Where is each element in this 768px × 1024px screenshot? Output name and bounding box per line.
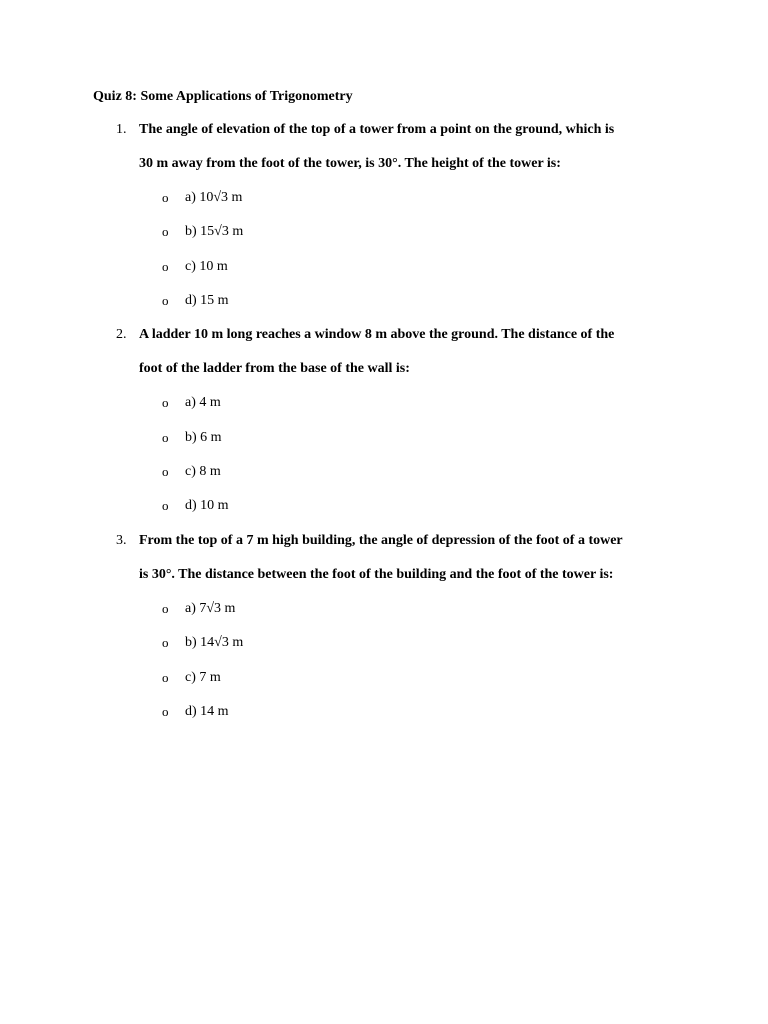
question-text-line: From the top of a 7 m high building, the angle of depression of the foot of a tower [139, 533, 623, 548]
option-d: d) 10 m [185, 498, 229, 513]
question-number: 3. [116, 533, 127, 548]
option-a: a) 4 m [185, 395, 221, 410]
option-bullet: o [162, 190, 169, 205]
question-text-line: The angle of elevation of the top of a tower from a point on the ground, which is [139, 122, 615, 137]
option-bullet: o [162, 293, 169, 308]
option-a: a) 10√3 m [185, 190, 243, 205]
option-c: c) 10 m [185, 259, 228, 274]
question-text-line: is 30°. The distance between the foot of the building and the foot of the tower is: [139, 567, 614, 582]
quiz-title: Quiz 8: Some Applications of Trigonometry [93, 89, 353, 104]
option-bullet: o [162, 670, 169, 685]
question-number: 1. [116, 122, 127, 137]
option-d: d) 15 m [185, 293, 229, 308]
option-d: d) 14 m [185, 704, 229, 719]
option-bullet: o [162, 464, 169, 479]
option-bullet: o [162, 395, 169, 410]
option-b: b) 6 m [185, 430, 222, 445]
option-bullet: o [162, 635, 169, 650]
option-bullet: o [162, 498, 169, 513]
question-text-line: foot of the ladder from the base of the wall is: [139, 361, 410, 376]
option-bullet: o [162, 224, 169, 239]
question-text-line: A ladder 10 m long reaches a window 8 m above the ground. The distance of the [139, 327, 615, 342]
option-bullet: o [162, 704, 169, 719]
option-b: b) 15√3 m [185, 224, 244, 239]
option-bullet: o [162, 430, 169, 445]
option-b: b) 14√3 m [185, 635, 244, 650]
option-c: c) 7 m [185, 670, 221, 685]
question-number: 2. [116, 327, 127, 342]
option-bullet: o [162, 601, 169, 616]
option-c: c) 8 m [185, 464, 221, 479]
option-a: a) 7√3 m [185, 601, 236, 616]
option-bullet: o [162, 259, 169, 274]
question-text-line: 30 m away from the foot of the tower, is 30°. The height of the tower is: [139, 156, 561, 171]
